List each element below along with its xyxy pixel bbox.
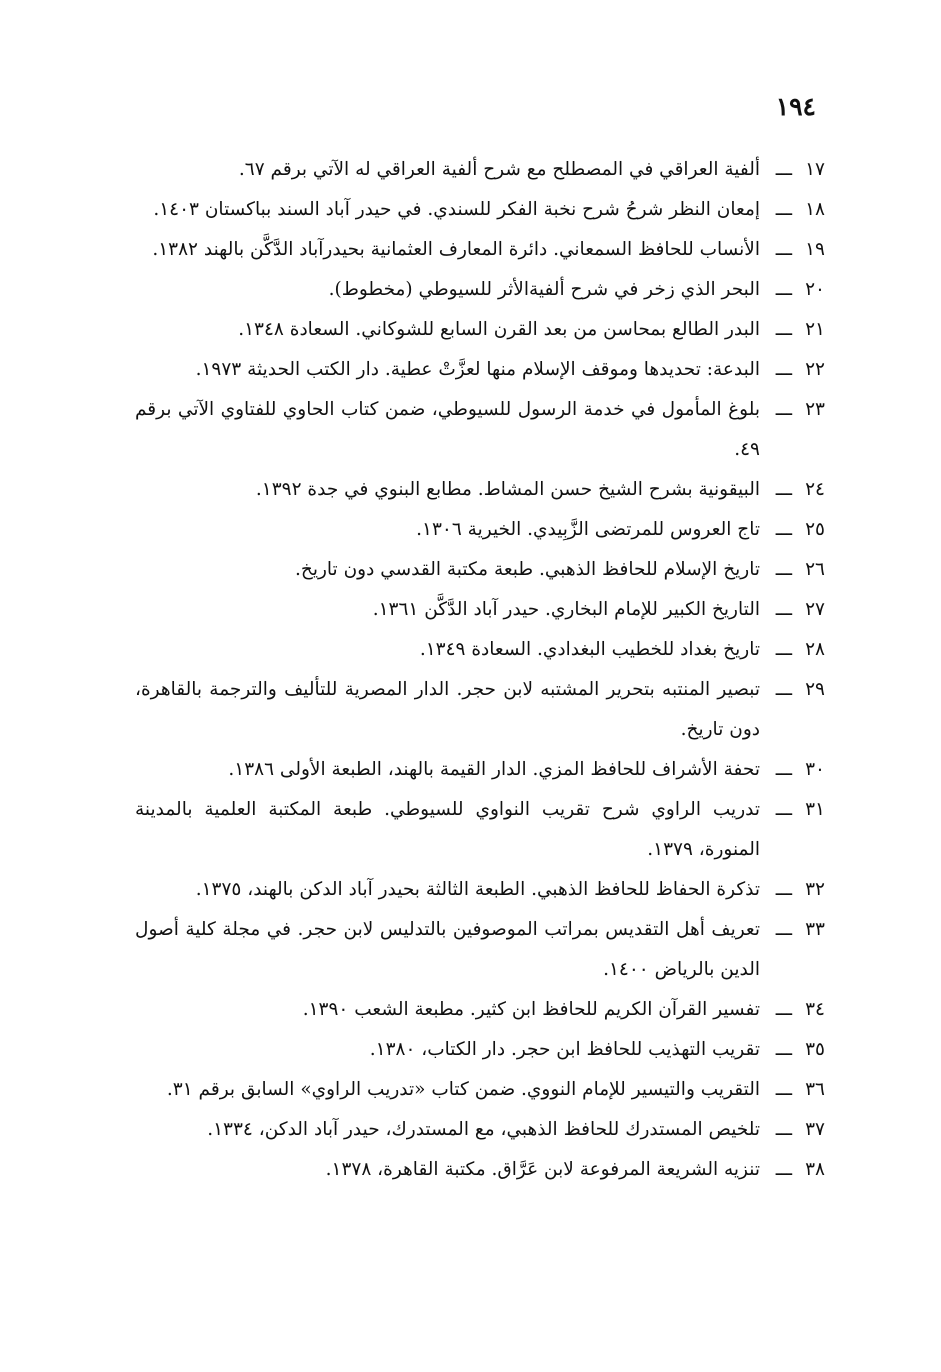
dash-separator: ـــ bbox=[775, 679, 792, 700]
reference-item-30 bbox=[135, 750, 825, 790]
reference-number: ١٩ bbox=[805, 239, 825, 260]
reference-item-27 bbox=[135, 590, 825, 630]
dash-separator: ـــ bbox=[775, 479, 792, 500]
reference-item-22 bbox=[135, 350, 825, 390]
reference-item-29 bbox=[135, 670, 825, 750]
dash-separator: ـــ bbox=[775, 919, 792, 940]
reference-text: تاج العروس للمرتضى الزَّبِيدي. الخيرية ١٣٠٦. bbox=[416, 519, 760, 540]
reference-number: ٣٤ bbox=[805, 999, 825, 1020]
reference-number: ٣٨ bbox=[805, 1159, 825, 1180]
dash-separator: ـــ bbox=[775, 639, 792, 660]
reference-text: تدريب الراوي شرح تقريب النواوي للسيوطي. طبعة المكتبة العلمية بالمدينة المنورة، ١٣٧٩. bbox=[135, 799, 760, 860]
dash-separator: ـــ bbox=[775, 279, 792, 300]
reference-number: ٢٩ bbox=[805, 679, 825, 700]
reference-text: البدعة: تحديدها وموقف الإسلام منها لعزَّتْ عطية. دار الكتب الحديثة ١٩٧٣. bbox=[195, 359, 760, 380]
reference-item-19 bbox=[135, 230, 825, 270]
reference-item-31 bbox=[135, 790, 825, 870]
reference-item-35 bbox=[135, 1030, 825, 1070]
reference-text: تحفة الأشراف للحافظ المزي. الدار القيمة بالهند، الطبعة الأولى ١٣٨٦. bbox=[228, 759, 760, 780]
dash-separator: ـــ bbox=[775, 199, 792, 220]
dash-separator: ـــ bbox=[775, 359, 792, 380]
reference-item-34 bbox=[135, 990, 825, 1030]
reference-text: الأنساب للحافظ السمعاني. دائرة المعارف العثمانية بحيدرآباد الدَّكَّن بالهند ١٣٨٢. bbox=[152, 239, 760, 260]
reference-item-32 bbox=[135, 870, 825, 910]
dash-separator: ـــ bbox=[775, 1079, 792, 1100]
reference-text: تعريف أهل التقديس بمراتب الموصوفين بالتدليس لابن حجر. في مجلة كلية أصول الدين بالرياض ١٤٠٠. bbox=[135, 919, 760, 980]
reference-number: ٣٥ bbox=[805, 1039, 825, 1060]
reference-text: تنزيه الشريعة المرفوعة لابن عَرَّاق. مكتبة القاهرة، ١٣٧٨. bbox=[325, 1159, 760, 1180]
reference-item-21 bbox=[135, 310, 825, 350]
dash-separator: ـــ bbox=[775, 159, 792, 180]
reference-text: تقريب التهذيب للحافظ ابن حجر. دار الكتاب، ١٣٨٠. bbox=[369, 1039, 760, 1060]
reference-text: بلوغ المأمول في خدمة الرسول للسيوطي، ضمن كتاب الحاوي للفتاوي الآتي برقم ٤٩. bbox=[135, 399, 760, 460]
reference-text: البدر الطالع بمحاسن من بعد القرن السابع للشوكاني. السعادة ١٣٤٨. bbox=[238, 319, 760, 340]
reference-number: ٣٠ bbox=[805, 759, 825, 780]
reference-text: تبصير المنتبه بتحرير المشتبه لابن حجر. الدار المصرية للتأليف والترجمة بالقاهرة، دون تاريخ. bbox=[135, 679, 760, 740]
reference-number: ٢٨ bbox=[805, 639, 825, 660]
dash-separator: ـــ bbox=[775, 239, 792, 260]
dash-separator: ـــ bbox=[775, 879, 792, 900]
reference-item-28 bbox=[135, 630, 825, 670]
reference-text: البيقونية بشرح الشيخ حسن المشاط. مطابع البنوي في جدة ١٣٩٢. bbox=[255, 479, 760, 500]
dash-separator: ـــ bbox=[775, 759, 792, 780]
reference-number: ٣١ bbox=[805, 799, 825, 820]
dash-separator: ـــ bbox=[775, 1039, 792, 1060]
dash-separator: ـــ bbox=[775, 599, 792, 620]
dash-separator: ـــ bbox=[775, 519, 792, 540]
reference-number: ١٨ bbox=[805, 199, 825, 220]
reference-text: إمعان النظر شرحُ شرح نخبة الفكر للسندي. في حيدر آباد السند بباكستان ١٤٠٣. bbox=[153, 199, 760, 220]
reference-text: تاريخ بغداد للخطيب البغدادي. السعادة ١٣٤٩. bbox=[419, 639, 760, 660]
reference-number: ٢٤ bbox=[805, 479, 825, 500]
reference-list bbox=[135, 150, 825, 1190]
dash-separator: ـــ bbox=[775, 399, 792, 420]
dash-separator: ـــ bbox=[775, 799, 792, 820]
dash-separator: ـــ bbox=[775, 559, 792, 580]
reference-number: ٢٦ bbox=[805, 559, 825, 580]
reference-item-36 bbox=[135, 1070, 825, 1110]
dash-separator: ـــ bbox=[775, 1119, 792, 1140]
reference-number: ١٧ bbox=[805, 159, 825, 180]
reference-item-25 bbox=[135, 510, 825, 550]
reference-number: ٢٧ bbox=[805, 599, 825, 620]
reference-item-17 bbox=[135, 150, 825, 190]
reference-number: ٢١ bbox=[805, 319, 825, 340]
reference-text: تفسير القرآن الكريم للحافظ ابن كثير. مطبعة الشعب ١٣٩٠. bbox=[302, 999, 760, 1020]
reference-item-26 bbox=[135, 550, 825, 590]
reference-number: ٢٥ bbox=[805, 519, 825, 540]
reference-text: البحر الذي زخر في شرح ألفيةالأثر للسيوطي (مخطوط). bbox=[328, 279, 760, 300]
reference-text: تاريخ الإسلام للحافظ الذهبي. طبعة مكتبة القدسي دون تاريخ. bbox=[295, 559, 760, 580]
reference-text: التاريخ الكبير للإمام البخاري. حيدر آباد الدَّكَّن ١٣٦١. bbox=[372, 599, 760, 620]
reference-text: تذكرة الحفاظ للحافظ الذهبي. الطبعة الثالثة بحيدر آباد الدكن بالهند، ١٣٧٥. bbox=[195, 879, 760, 900]
dash-separator: ـــ bbox=[775, 319, 792, 340]
reference-text: ألفية العراقي في المصطلح مع شرح ألفية العراقي له الآتي برقم ٦٧. bbox=[238, 159, 760, 180]
reference-number: ٣٦ bbox=[805, 1079, 825, 1100]
reference-item-37 bbox=[135, 1110, 825, 1150]
reference-text: التقريب والتيسير للإمام النووي. ضمن كتاب «تدريب الراوي» السابق برقم ٣١. bbox=[166, 1079, 760, 1100]
reference-number: ٣٢ bbox=[805, 879, 825, 900]
reference-item-23 bbox=[135, 390, 825, 470]
reference-item-20 bbox=[135, 270, 825, 310]
reference-item-33 bbox=[135, 910, 825, 990]
reference-number: ٢٠ bbox=[805, 279, 825, 300]
dash-separator: ـــ bbox=[775, 999, 792, 1020]
reference-item-18 bbox=[135, 190, 825, 230]
reference-item-24 bbox=[135, 470, 825, 510]
page-number: ١٩٤ bbox=[775, 92, 816, 121]
reference-text: تلخيص المستدرك للحافظ الذهبي، مع المستدرك، حيدر آباد الدكن، ١٣٣٤. bbox=[207, 1119, 760, 1140]
reference-number: ٢٣ bbox=[805, 399, 825, 420]
dash-separator: ـــ bbox=[775, 1159, 792, 1180]
reference-number: ٢٢ bbox=[805, 359, 825, 380]
reference-number: ٣٣ bbox=[805, 919, 825, 940]
reference-number: ٣٧ bbox=[805, 1119, 825, 1140]
reference-item-38 bbox=[135, 1150, 825, 1190]
